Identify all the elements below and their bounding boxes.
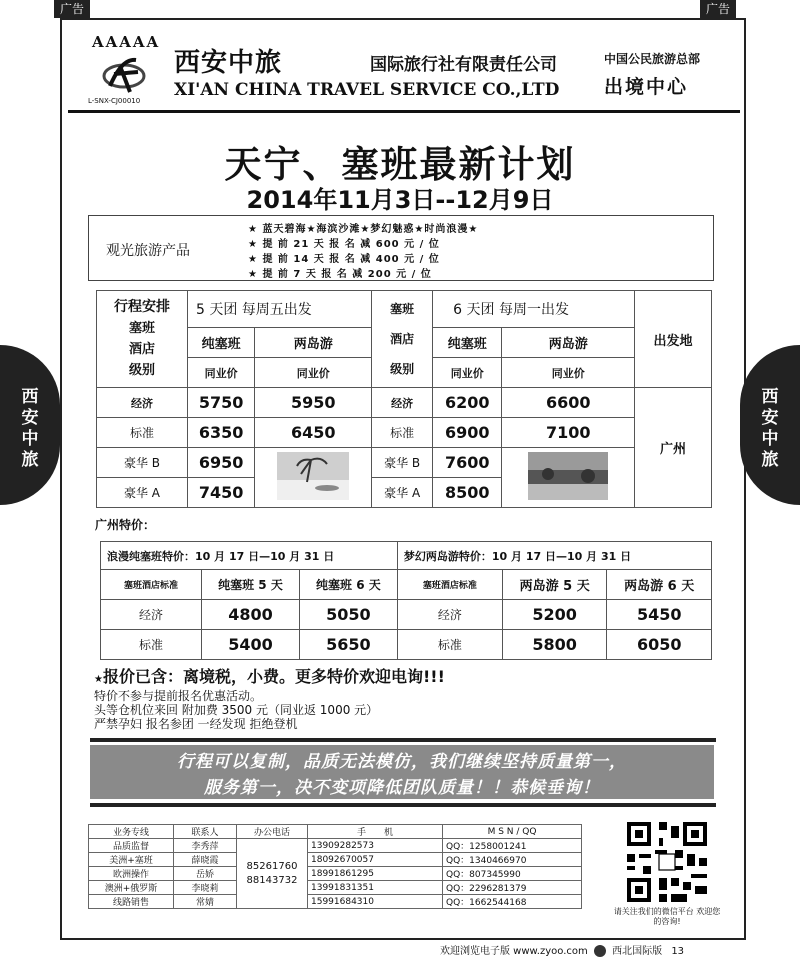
price-cell: 5050 [299, 600, 397, 630]
level-cell: 经济 [372, 388, 433, 418]
peer-price-label: 同业价 [255, 358, 372, 388]
peer-price-label: 同业价 [502, 358, 635, 388]
peer-price-label: 同业价 [188, 358, 255, 388]
col-pure-saipan: 纯塞班 [433, 328, 502, 358]
contact-mobile[interactable]: 18092670057 [308, 853, 443, 867]
contact-header: M S N / QQ [443, 825, 582, 839]
col-pure-saipan: 纯塞班 [188, 328, 255, 358]
beach-photo-image [277, 452, 349, 500]
level-cell: 标准 [101, 630, 202, 660]
price-cell: 5650 [299, 630, 397, 660]
contact-header: 办公电话 [237, 825, 308, 839]
price-cell: 6600 [502, 388, 635, 418]
col-two-island: 两岛游 [255, 328, 372, 358]
departure-header: 出发地 [635, 291, 712, 388]
level-cell: 经济 [101, 600, 202, 630]
footer-logo-icon [594, 945, 606, 957]
gz-special-title: 广州特价： [95, 518, 156, 532]
qr-note: 请关注我们的微信平台 欢迎您的咨询! [613, 907, 721, 926]
col-two-island: 两岛游 [502, 328, 635, 358]
qr-code-icon[interactable] [623, 818, 711, 906]
gz-col: 两岛游 5 天 [502, 570, 607, 600]
gz-col: 纯塞班 6 天 [299, 570, 397, 600]
gz-right-title: 梦幻两岛游特价：10 月 17 日—10 月 31 日 [397, 542, 711, 570]
slogan-banner [90, 745, 714, 799]
contact-dept: 美洲+塞班 [89, 853, 174, 867]
side-tab-left [0, 345, 60, 505]
contact-mobile[interactable]: 13909282573 [308, 839, 443, 853]
page-title: 天宁、塞班最新计划 [224, 143, 576, 186]
contact-person: 岳娇 [174, 867, 237, 881]
contact-qq[interactable]: QQ：1340466970 [443, 853, 582, 867]
price-cell: 5800 [502, 630, 607, 660]
contact-person: 李秀萍 [174, 839, 237, 853]
gz-col: 两岛游 6 天 [607, 570, 712, 600]
license-number: L-SNX-CJ00010 [88, 97, 141, 105]
level-cell: 豪华 A [372, 478, 433, 508]
promo-line: ★ 蓝天碧海★海滨沙滩★梦幻魅惑★时尚浪漫★ [248, 224, 479, 235]
slogan-line: 服务第一，决不变项降低团队质量！！恭候垂询！ [204, 778, 600, 798]
footer-url[interactable]: 欢迎浏览电子版 www.zyoo.com [440, 946, 588, 957]
contact-person: 李晓莉 [174, 881, 237, 895]
company-name-cn: 西安中旅 [174, 48, 283, 78]
promo-line: ★ 提 前 7 天 报 名 减 200 元 / 位 [248, 269, 432, 280]
level-cell: 经济 [97, 388, 188, 418]
ad-label-left: 广告 [54, 0, 90, 18]
price-cell: 6350 [188, 418, 255, 448]
gz-left-title: 浪漫纯塞班特价：10 月 17 日—10 月 31 日 [101, 542, 398, 570]
price-cell: 5950 [255, 388, 372, 418]
level-cell: 经济 [397, 600, 502, 630]
page-number: 13 [671, 946, 685, 957]
itinerary-header: 行程安排 塞班 酒店 级别 [97, 291, 188, 388]
price-cell: 4800 [202, 600, 300, 630]
hq-label: 中国公民旅游总部 [604, 52, 701, 66]
price-table [96, 290, 712, 508]
notes-headline: ★报价已含：离境税，小费。更多特价欢迎电询!!! [94, 667, 445, 686]
notes-line: 特价不参与提前报名优惠活动。 [94, 689, 263, 703]
notes-line: 严禁孕妇 报名参团 一经发现 拒绝登机 [94, 717, 298, 731]
gz-col: 纯塞班 5 天 [202, 570, 300, 600]
hotel-level-header: 塞班 酒店 级别 [372, 291, 433, 388]
contact-dept: 品质监督 [89, 839, 174, 853]
price-cell: 6200 [433, 388, 502, 418]
promo-line: ★ 提 前 21 天 报 名 减 600 元 / 位 [248, 239, 440, 250]
contact-qq[interactable]: QQ：1258001241 [443, 839, 582, 853]
price-cell: 7450 [188, 478, 255, 508]
contact-dept: 线路销售 [89, 895, 174, 909]
price-cell: 7600 [433, 448, 502, 478]
resort-photo-image [528, 452, 608, 500]
price-cell: 5450 [607, 600, 712, 630]
level-cell: 豪华 B [372, 448, 433, 478]
divider [90, 803, 716, 807]
price-cell: 8500 [433, 478, 502, 508]
company-logo-icon [100, 52, 148, 96]
hotel-std-header: 塞班酒店标准 [101, 570, 202, 600]
price-cell: 6950 [188, 448, 255, 478]
rating-stars: AAAAA [92, 33, 161, 51]
office-phone: 85261760 88143732 [237, 839, 308, 909]
company-name-suffix: 国际旅行社有限责任公司 [370, 55, 557, 75]
price-cell: 5200 [502, 600, 607, 630]
date-range: 2014年11月3日--12月9日 [246, 186, 554, 214]
divider [90, 738, 716, 742]
notes-line: 头等仓机位来回 附加费 3500 元（同业返 1000 元） [94, 703, 379, 717]
price-cell: 5400 [202, 630, 300, 660]
price-cell: 6050 [607, 630, 712, 660]
side-tab-right [740, 345, 800, 505]
contact-table [88, 824, 582, 909]
gz-special-table [100, 541, 712, 660]
plan5-header: 5 天团 每周五出发 [188, 291, 372, 328]
side-tab-text: 西 安 中 旅 [21, 387, 39, 470]
peer-price-label: 同业价 [433, 358, 502, 388]
price-cell: 7100 [502, 418, 635, 448]
contact-header: 联系人 [174, 825, 237, 839]
plan6-header: 6 天团 每周一出发 [433, 291, 635, 328]
star-icon: ★ [94, 674, 103, 685]
contact-mobile[interactable]: 13991831351 [308, 881, 443, 895]
footer-edition: 西北国际版 [612, 946, 663, 957]
contact-header: 手 机 [308, 825, 443, 839]
company-name-en: XI'AN CHINA TRAVEL SERVICE CO.,LTD [174, 80, 560, 100]
level-cell: 豪华 A [97, 478, 188, 508]
level-cell: 豪华 B [97, 448, 188, 478]
ad-label-right: 广告 [700, 0, 736, 18]
contact-mobile[interactable]: 18991861295 [308, 867, 443, 881]
footer [440, 942, 684, 957]
hotel-std-header: 塞班酒店标准 [397, 570, 502, 600]
side-tab-text: 西 安 中 旅 [761, 387, 779, 470]
resort-photo [502, 448, 635, 508]
contact-person: 薛晓霞 [174, 853, 237, 867]
price-cell: 6450 [255, 418, 372, 448]
contact-qq[interactable]: QQ：2296281379 [443, 881, 582, 895]
price-cell: 6900 [433, 418, 502, 448]
contact-qq[interactable]: QQ：1662544168 [443, 895, 582, 909]
contact-mobile[interactable]: 15991684310 [308, 895, 443, 909]
departure-city: 广州 [635, 388, 712, 508]
promo-label: 观光旅游产品 [106, 243, 190, 259]
promo-line: ★ 提 前 14 天 报 名 减 400 元 / 位 [248, 254, 440, 265]
level-cell: 标准 [397, 630, 502, 660]
contact-dept: 欧洲操作 [89, 867, 174, 881]
contact-header: 业务专线 [89, 825, 174, 839]
level-cell: 标准 [97, 418, 188, 448]
contact-qq[interactable]: QQ：807345990 [443, 867, 582, 881]
level-cell: 标准 [372, 418, 433, 448]
slogan-line: 行程可以复制，品质无法模仿，我们继续坚持质量第一， [177, 752, 627, 772]
contact-person: 常婧 [174, 895, 237, 909]
price-cell: 5750 [188, 388, 255, 418]
beach-photo [255, 448, 372, 508]
contact-dept: 澳洲+俄罗斯 [89, 881, 174, 895]
department-label: 出境中心 [604, 76, 689, 98]
